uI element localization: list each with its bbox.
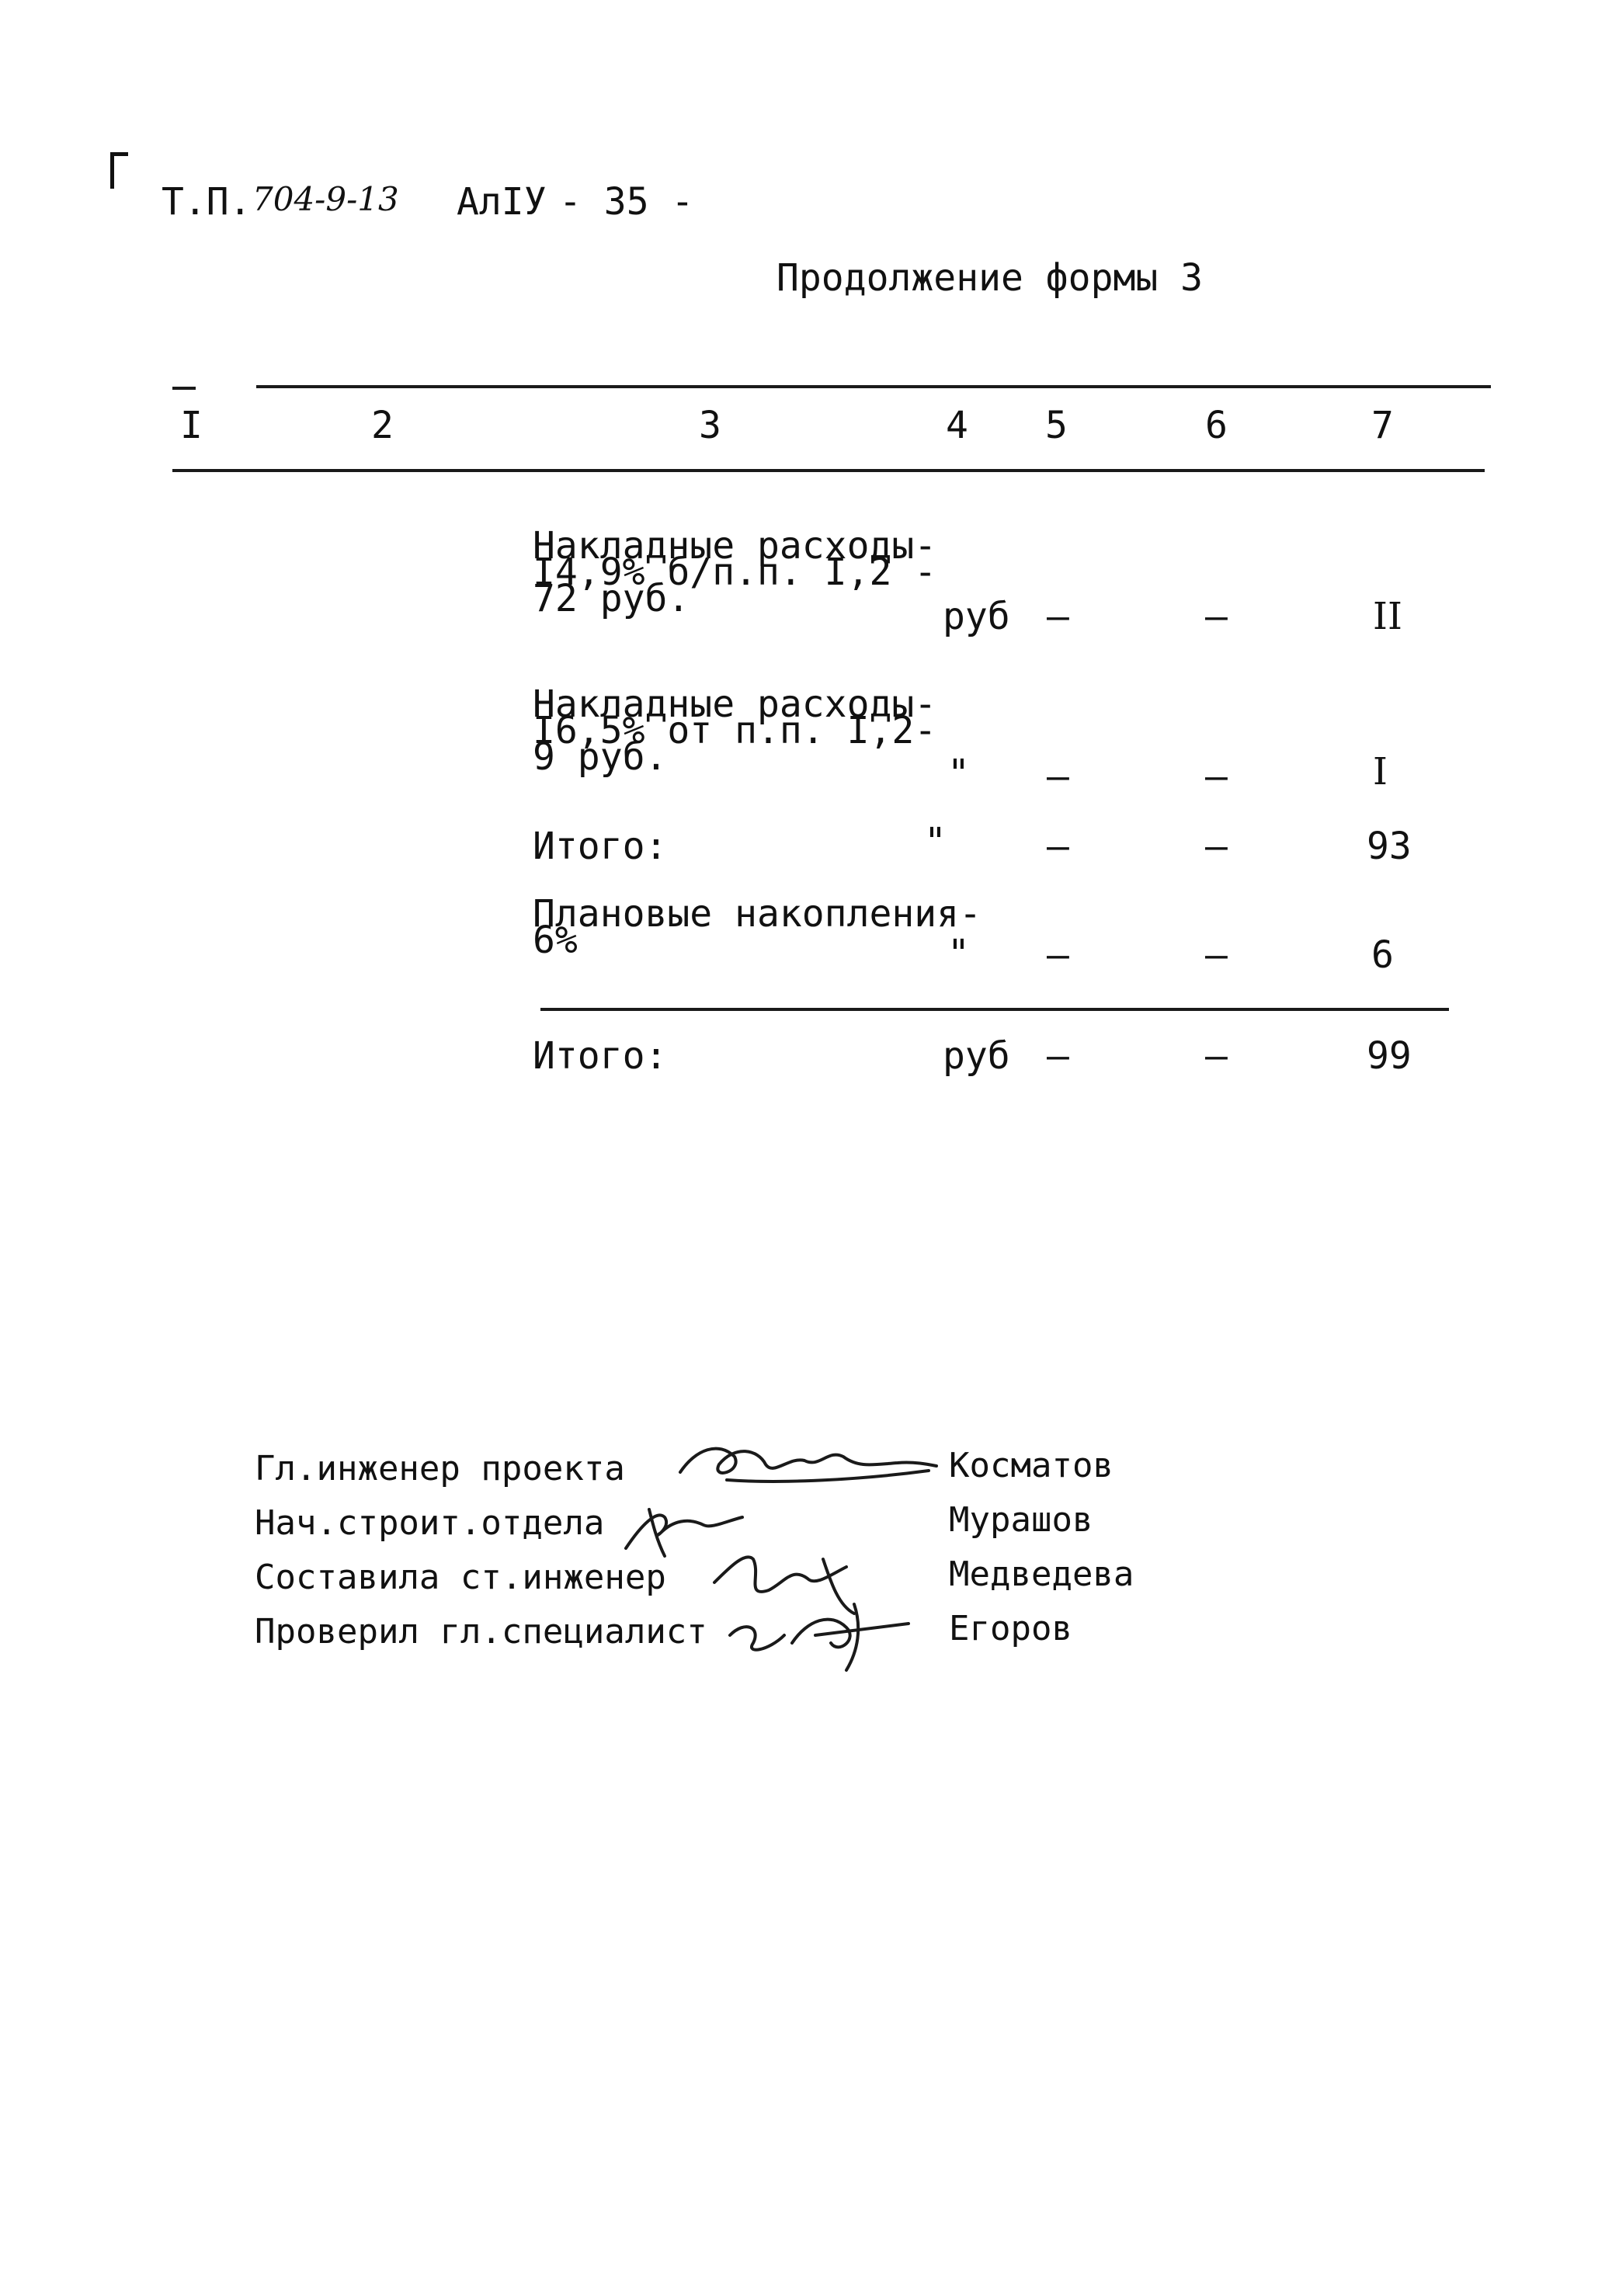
row-2-unit: " xyxy=(947,752,970,795)
column-header-4: 4 xyxy=(946,404,968,447)
album-label: АлIУ xyxy=(457,180,547,224)
signature-name-4: Егоров xyxy=(949,1609,1072,1648)
signature-role-3: Составила ст.инженер xyxy=(255,1558,666,1597)
column-header-1: I xyxy=(180,404,203,447)
column-header-2: 2 xyxy=(371,404,394,447)
row-1-col6: – xyxy=(1205,595,1228,638)
table-header-rule xyxy=(172,469,1485,472)
doc-code-number: 704-9-13 xyxy=(252,180,399,218)
corner-mark xyxy=(110,152,128,189)
row-4-col6: – xyxy=(1205,933,1228,977)
row-4-col7: 6 xyxy=(1371,933,1394,977)
signature-role-1: Гл.инженер проекта xyxy=(255,1449,625,1488)
signature-role-2: Нач.строит.отдела xyxy=(255,1503,605,1543)
total-rule xyxy=(540,1008,1449,1011)
row-1-unit: руб xyxy=(943,595,1010,638)
row-3-unit: " xyxy=(924,820,947,863)
table-top-rule-left xyxy=(172,387,196,390)
row-1-col5: – xyxy=(1047,595,1069,638)
row-5-col7: 99 xyxy=(1367,1034,1412,1078)
row-5-col6: – xyxy=(1205,1034,1228,1078)
row-3-col7: 93 xyxy=(1367,825,1412,868)
signature-name-3: Медведева xyxy=(949,1554,1134,1594)
row-5-description: Итого: xyxy=(533,1034,668,1078)
row-2-col6: – xyxy=(1205,755,1228,798)
row-2-col7: I xyxy=(1373,750,1388,794)
signature-role-4: Проверил гл.специалист xyxy=(255,1612,707,1652)
signature-name-2: Мурашов xyxy=(949,1500,1093,1540)
signature-name-1: Косматов xyxy=(949,1446,1113,1485)
row-1-col7: II xyxy=(1373,595,1402,638)
column-header-5: 5 xyxy=(1045,404,1068,447)
page-number: - 35 - xyxy=(559,180,694,224)
row-5-unit: руб xyxy=(943,1034,1010,1078)
row-4-col5: – xyxy=(1047,933,1069,977)
signature-scribble-4 xyxy=(722,1589,924,1674)
row-1-description: Накладные расходы- I4,9% б/п.п. I,2 - 72 руб. xyxy=(533,524,937,620)
form-subtitle: Продолжение формы 3 xyxy=(776,256,1204,300)
signature-scribble-1 xyxy=(665,1433,944,1495)
row-3-description: Итого: xyxy=(533,825,668,868)
column-header-6: 6 xyxy=(1205,404,1228,447)
row-5-col5: – xyxy=(1047,1034,1069,1078)
column-header-3: 3 xyxy=(699,404,721,447)
row-2-col5: – xyxy=(1047,755,1069,798)
row-2-description: Накладные расходы- I6,5% от п.п. I,2- 9 руб. xyxy=(533,683,937,779)
row-4-unit: " xyxy=(947,932,970,975)
row-3-col6: – xyxy=(1205,825,1228,868)
table-top-rule xyxy=(256,385,1491,388)
doc-code-prefix: Т.П. xyxy=(162,180,252,224)
row-4-description: Плановые накопления- 6% xyxy=(533,892,981,962)
row-3-col5: – xyxy=(1047,825,1069,868)
column-header-7: 7 xyxy=(1371,404,1394,447)
